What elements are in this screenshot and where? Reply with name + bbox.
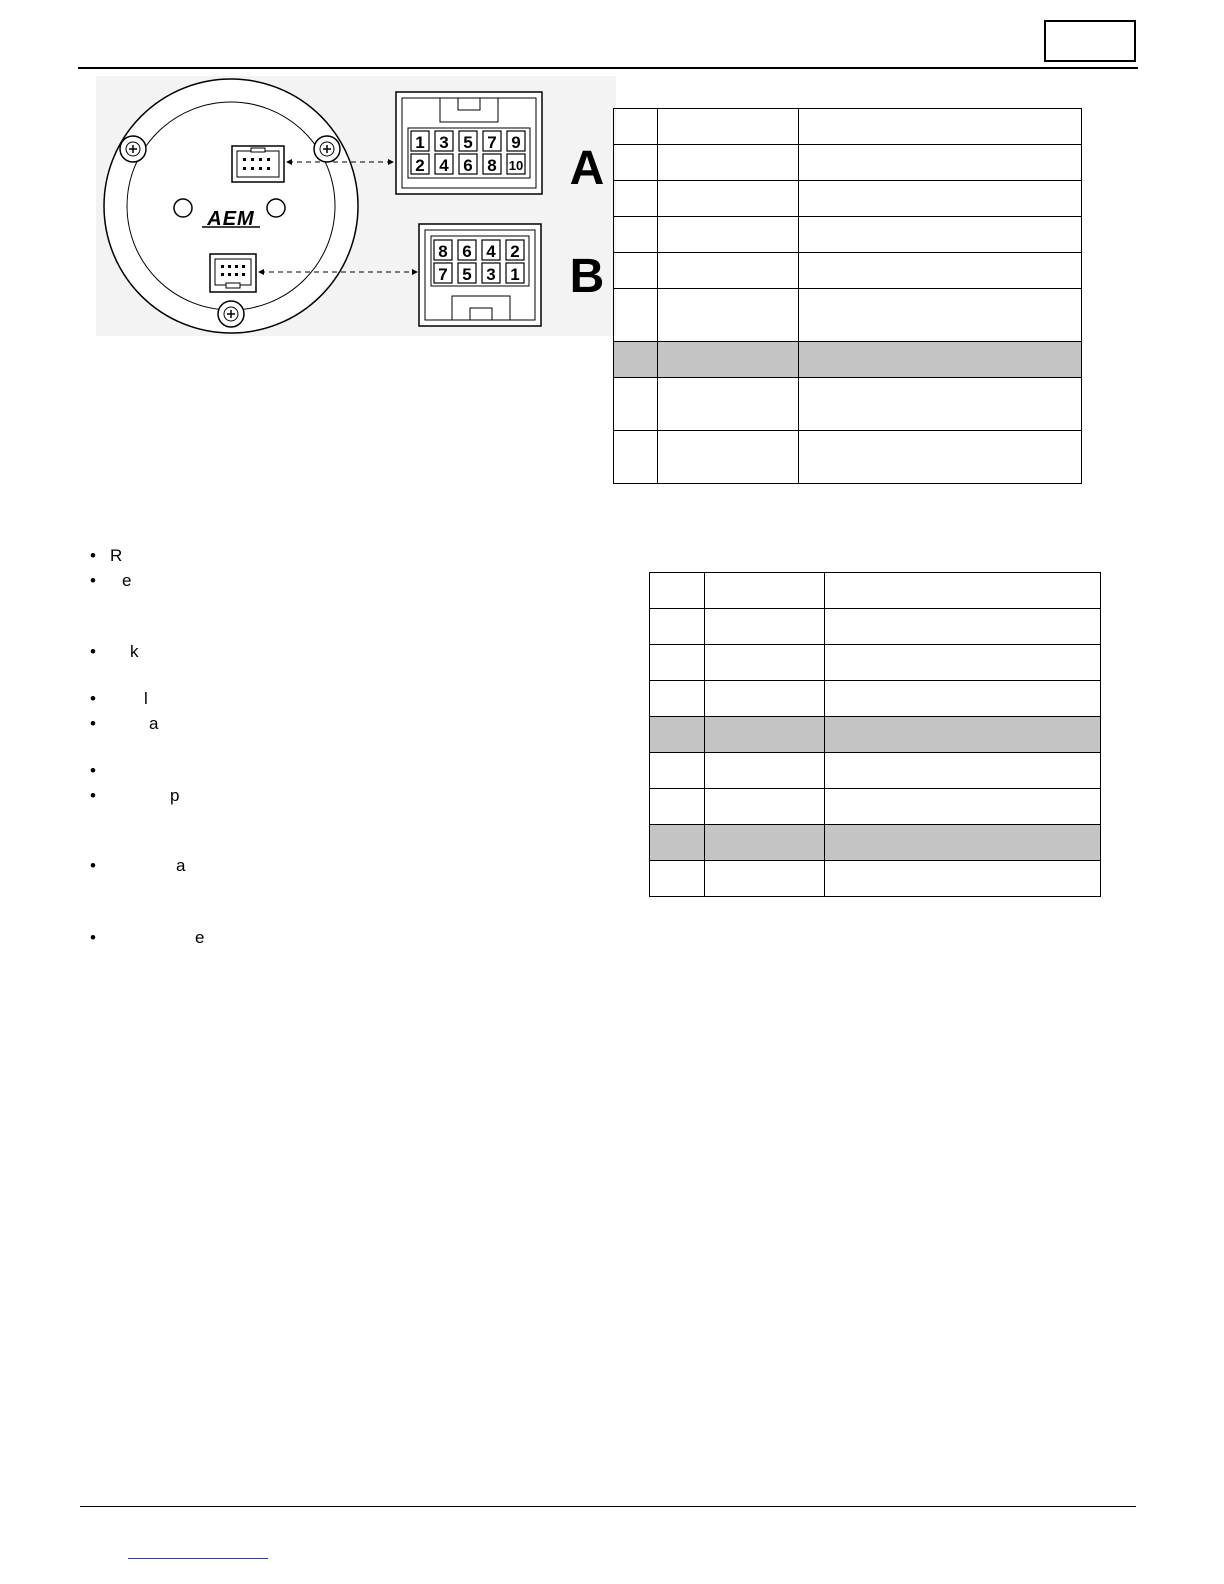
pin-label: 8	[487, 156, 497, 175]
table-cell	[705, 609, 825, 645]
table-cell	[650, 789, 705, 825]
table-row	[650, 681, 1101, 717]
mount-hole	[174, 199, 192, 217]
connector-b-label: B	[569, 250, 605, 303]
table-cell	[825, 753, 1101, 789]
table-cell	[799, 431, 1082, 484]
table-cell	[799, 253, 1082, 289]
pin-label: 9	[511, 133, 521, 152]
gauge-connector-diagram	[96, 76, 616, 336]
table-cell	[658, 253, 799, 289]
list-item-text: e	[195, 928, 205, 947]
table-row	[650, 825, 1101, 861]
table-row	[614, 181, 1082, 217]
table-cell	[658, 181, 799, 217]
header-rule	[78, 67, 1138, 69]
table-cell	[799, 109, 1082, 145]
table-row	[614, 253, 1082, 289]
table-cell	[658, 378, 799, 431]
table-cell	[705, 573, 825, 609]
table-cell	[825, 717, 1101, 753]
bullet: •	[90, 786, 96, 805]
table-cell	[705, 717, 825, 753]
table-cell	[614, 431, 658, 484]
pin-label: 10	[508, 158, 524, 173]
table-cell	[799, 145, 1082, 181]
table-cell	[825, 861, 1101, 897]
table-row	[614, 431, 1082, 484]
table-row	[650, 861, 1101, 897]
bullet: •	[90, 546, 96, 565]
table-cell	[658, 431, 799, 484]
table-cell	[658, 109, 799, 145]
table-cell	[650, 609, 705, 645]
table-row	[614, 145, 1082, 181]
table-cell	[825, 825, 1101, 861]
table-row	[614, 109, 1082, 145]
table-cell	[705, 681, 825, 717]
table-row	[650, 753, 1101, 789]
table-cell	[614, 217, 658, 253]
table-cell	[650, 573, 705, 609]
table-cell	[799, 342, 1082, 378]
footer-link[interactable]	[128, 1558, 268, 1559]
bullet: •	[90, 642, 96, 661]
aem-logo: AEM	[207, 208, 255, 230]
bullet: •	[90, 689, 96, 708]
table-cell	[825, 681, 1101, 717]
pin-label: 5	[463, 133, 473, 152]
connector-b-face	[419, 224, 541, 326]
pin-label: 1	[510, 265, 520, 284]
table-cell	[614, 378, 658, 431]
connector-b-pinout-table	[649, 572, 1101, 897]
bullet: •	[90, 856, 96, 875]
table-cell	[614, 181, 658, 217]
table-cell	[614, 342, 658, 378]
table-cell	[650, 825, 705, 861]
table-cell	[614, 145, 658, 181]
table-cell	[658, 342, 799, 378]
pin-label: 7	[438, 265, 448, 284]
table-cell	[825, 573, 1101, 609]
connector-a-face	[396, 92, 542, 194]
pin-label: 7	[487, 133, 497, 152]
list-item-text: a	[176, 856, 186, 875]
table-cell	[705, 861, 825, 897]
mount-hole	[267, 199, 285, 217]
table-row	[614, 217, 1082, 253]
bullet: •	[90, 761, 96, 780]
pin-label: 4	[486, 242, 496, 261]
pin-label: 6	[463, 156, 473, 175]
list-item-text: R	[110, 546, 123, 565]
table-cell	[650, 717, 705, 753]
pin-label: 8	[438, 242, 448, 261]
table-row	[650, 573, 1101, 609]
screw-icon	[218, 301, 244, 327]
list-item-text: a	[149, 714, 159, 733]
gauge-body	[104, 79, 358, 333]
pin-label: 1	[415, 133, 425, 152]
table-cell	[650, 861, 705, 897]
table-cell	[705, 645, 825, 681]
table-row	[650, 609, 1101, 645]
list-item-text: l	[144, 689, 148, 708]
table-cell	[825, 645, 1101, 681]
list-item-text: p	[170, 786, 180, 805]
pin-label: 6	[462, 242, 472, 261]
table-cell	[705, 825, 825, 861]
gauge-port-b	[210, 254, 256, 292]
pin-label: 3	[486, 265, 496, 284]
table-row	[650, 645, 1101, 681]
gauge-port-a	[232, 146, 284, 182]
table-cell	[650, 753, 705, 789]
screw-icon	[314, 136, 340, 162]
table-cell	[799, 378, 1082, 431]
table-cell	[658, 217, 799, 253]
pin-label: 5	[462, 265, 472, 284]
table-cell	[799, 217, 1082, 253]
page-number-box	[1044, 20, 1136, 62]
table-cell	[614, 253, 658, 289]
table-row	[614, 342, 1082, 378]
footer-rule	[80, 1506, 1136, 1507]
table-cell	[614, 109, 658, 145]
screw-icon	[120, 136, 146, 162]
pin-label: 4	[439, 156, 449, 175]
bullet: •	[90, 928, 96, 947]
pin-label: 3	[439, 133, 449, 152]
connector-a-pinout-table	[613, 108, 1082, 484]
table-row	[650, 789, 1101, 825]
connector-a-label: A	[569, 142, 605, 195]
pin-label: 2	[510, 242, 520, 261]
table-cell	[825, 609, 1101, 645]
table-cell	[799, 181, 1082, 217]
table-row	[614, 289, 1082, 342]
pin-label: 2	[415, 156, 425, 175]
table-cell	[614, 289, 658, 342]
table-row	[614, 378, 1082, 431]
table-cell	[650, 645, 705, 681]
table-cell	[705, 753, 825, 789]
table-cell	[799, 289, 1082, 342]
table-cell	[658, 289, 799, 342]
bullet: •	[90, 714, 96, 733]
table-row	[650, 717, 1101, 753]
table-cell	[825, 789, 1101, 825]
list-item-text: k	[130, 642, 139, 661]
table-cell	[650, 681, 705, 717]
table-cell	[705, 789, 825, 825]
list-item-text: e	[122, 571, 132, 590]
bullet: •	[90, 571, 96, 590]
table-cell	[658, 145, 799, 181]
